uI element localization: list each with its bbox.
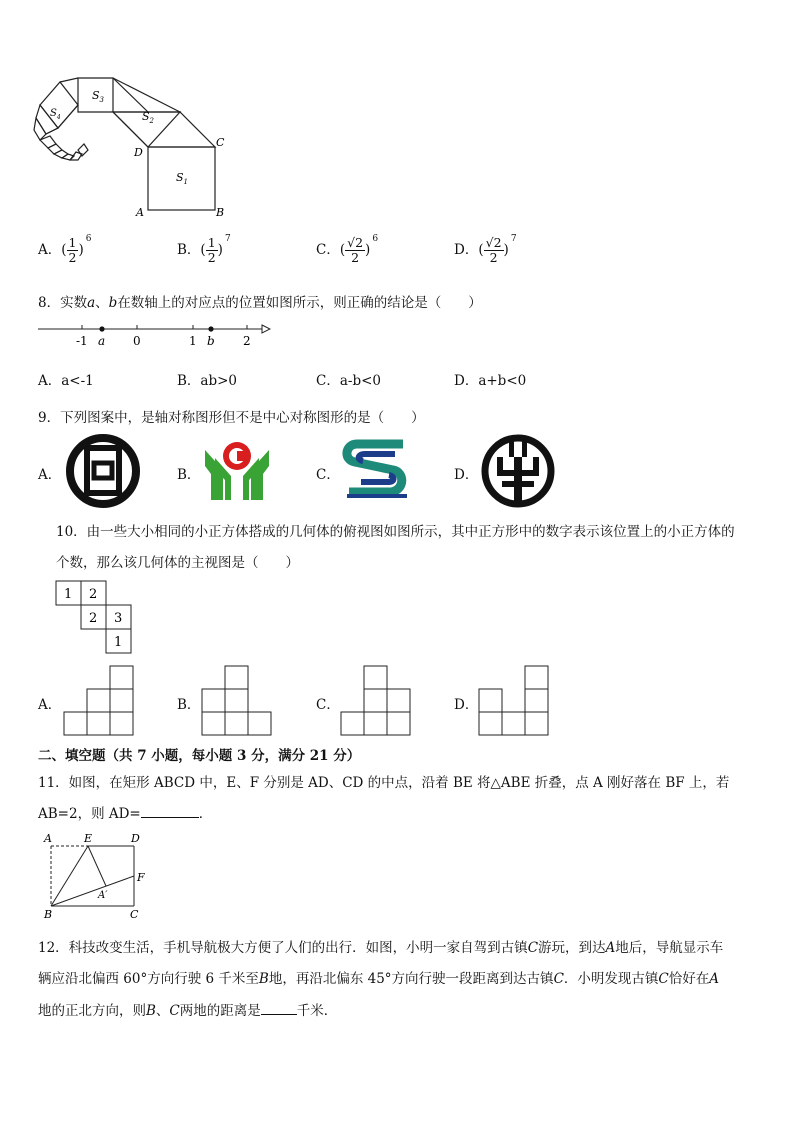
q9-option-c-label[interactable]: C． [316, 467, 340, 483]
q8-option-a[interactable]: A．a<-1 [38, 373, 94, 389]
q10-stem-line1: 10．由一些大小相同的小正方体搭成的几何体的俯视图如图所示，其中正方形中的数字表示该位置上的小正方体的 [56, 524, 735, 540]
grid-cell-2b: 2 [89, 611, 98, 626]
point-a [99, 326, 104, 331]
label-a: A [44, 832, 52, 845]
q11-stem-line1: 11．如图，在矩形 ABCD 中，E、F 分别是 AD、CD 的中点，沿着 BE 将△ABE 折叠，点 A 刚好落在 BF 上，若 [38, 775, 730, 791]
label-b: B [216, 206, 225, 219]
label-c: C [130, 908, 139, 921]
answer-blank[interactable] [141, 805, 199, 818]
tick-minus1: -1 [76, 334, 88, 348]
label-f: F [137, 871, 145, 884]
q9-option-a-label[interactable]: A． [38, 467, 62, 483]
grid-cell-1b: 1 [114, 635, 123, 650]
grid-cell-3: 3 [114, 611, 123, 626]
label-a-prime: A′ [98, 890, 108, 901]
q9-option-b-label[interactable]: B． [177, 467, 201, 483]
label-s4: $S_4$ [50, 108, 61, 121]
q10-option-b-view[interactable] [201, 665, 273, 737]
label-s3: $S_3$ [92, 89, 105, 104]
point-b [208, 326, 213, 331]
q12-line3: 地的正北方向，则B、C两地的距离是 千米． [38, 1003, 338, 1019]
q10-option-c-label[interactable]: C． [316, 697, 340, 713]
q9-option-d-label[interactable]: D． [454, 467, 479, 483]
label-c: C [216, 136, 225, 149]
q10-option-a-view[interactable] [63, 665, 135, 737]
tick-2: 2 [243, 334, 251, 348]
bank-logo-teal-s-icon[interactable] [339, 438, 415, 502]
q8-option-d[interactable]: D．a+b<0 [454, 373, 527, 389]
q11-rectangle-figure [38, 830, 150, 922]
grid-cell-2a: 2 [89, 587, 98, 602]
label-a: a [98, 334, 106, 348]
q10-option-c-view[interactable] [340, 665, 412, 737]
q12-line2: 辆应沿北偏西 60°方向行驶 6 千米至B地，再沿北偏东 45°方向行驶一段距离到达古镇C．小明发现古镇C恰好在A [38, 971, 719, 987]
q8-option-b[interactable]: B．ab>0 [177, 373, 238, 389]
q12-line1: 12．科技改变生活，手机导航极大方便了人们的出行．如图，小明一家自驾到古镇C游玩，到达A地后，导航显示车 [38, 940, 724, 956]
label-s2: $S_2$ [142, 110, 155, 125]
label-a: A [136, 206, 144, 219]
q10-top-view-grid [54, 579, 134, 654]
q10-option-d-label[interactable]: D． [454, 697, 479, 713]
q7-option-c[interactable]: C．( $\frac{√2}{2}$ )$^6$ [316, 234, 379, 265]
q9-stem: 9．下列图案中，是轴对称图形但不是中心对称图形的是（ ） [38, 410, 425, 426]
q8-option-c[interactable]: C．a-b<0 [316, 373, 381, 389]
tick-1: 1 [189, 334, 197, 348]
tick-0: 0 [133, 334, 141, 348]
label-d: D [134, 146, 143, 159]
label-s1: $S_1$ [176, 171, 189, 186]
q7-spiral-figure [30, 70, 230, 225]
q10-option-b-label[interactable]: B． [177, 697, 201, 713]
bank-logo-green-icon[interactable] [201, 434, 273, 506]
q10-stem-line2: 个数，那么该几何体的主视图是（ ） [56, 555, 299, 571]
q10-option-d-view[interactable] [478, 665, 550, 737]
coin-logo-icon[interactable] [63, 431, 143, 511]
label-b: b [207, 334, 215, 348]
q7-option-d[interactable]: D．( $\frac{√2}{2}$ )$^7$ [454, 234, 517, 265]
q7-option-a[interactable]: A．( $\frac{1}{2}$ )$^6$ [38, 234, 92, 265]
section-title: 二、填空题（共 7 小题，每小题 3 分，满分 21 分） [38, 748, 361, 764]
label-d: D [131, 832, 140, 845]
label-e: E [84, 832, 93, 845]
q7-option-b[interactable]: B．( $\frac{1}{2}$ )$^7$ [177, 234, 231, 265]
answer-blank[interactable] [261, 1002, 297, 1015]
agri-bank-logo-icon[interactable] [478, 431, 558, 511]
label-b: B [44, 908, 53, 921]
q10-option-a-label[interactable]: A． [38, 697, 62, 713]
q11-stem-line2: AB=2，则 AD= ． [38, 806, 213, 822]
square-s4 [40, 82, 78, 128]
grid-cell-1: 1 [64, 587, 73, 602]
q8-number-line [36, 320, 271, 350]
q8-stem: 8．实数a、b在数轴上的对应点的位置如图所示，则正确的结论是（ ） [38, 295, 482, 311]
